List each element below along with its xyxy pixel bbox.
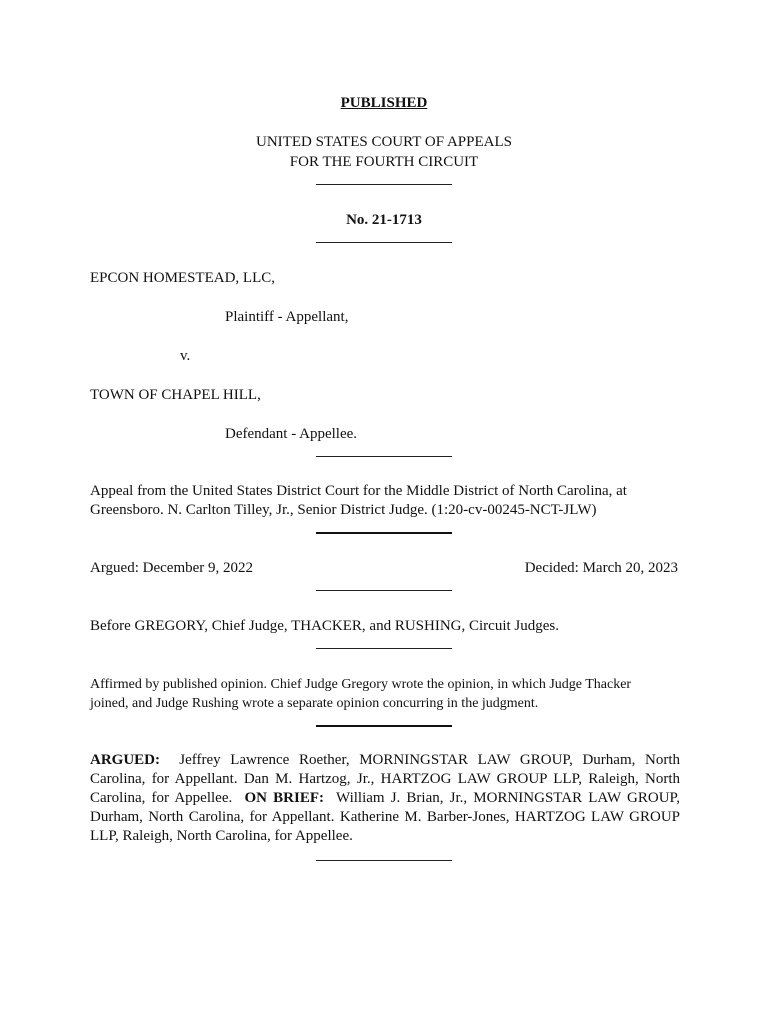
decided-date: Decided: March 20, 2023 — [524, 560, 678, 576]
defendant-name: TOWN OF CHAPEL HILL, — [90, 387, 261, 403]
divider-rule — [316, 860, 452, 861]
argued-counsel: Jeffrey Lawrence Roether, MORNINGSTAR LAW GROUP, Durham, North Carolina, for Appellant. Dan M. Hartzog, Jr., HARTZOG LAW GROUP LLP, Raleigh, North Carolina, for Appellee. — [90, 752, 680, 806]
on-brief-label: ON BRIEF: — [244, 790, 324, 806]
panel-judges: Before GREGORY, Chief Judge, THACKER, and RUSHING, Circuit Judges. — [90, 618, 560, 634]
plaintiff-name: EPCON HOMESTEAD, LLC, — [90, 270, 276, 286]
divider-rule — [316, 590, 452, 591]
divider-rule — [316, 242, 452, 243]
divider-rule — [316, 184, 452, 185]
divider-rule — [316, 648, 452, 649]
divider-rule — [316, 725, 452, 727]
counsel-paragraph — [90, 751, 680, 846]
disposition-line-2: joined, and Judge Rushing wrote a separate opinion concurring in the judgment. — [90, 696, 539, 711]
brief-counsel: William J. Brian, Jr., MORNINGSTAR LAW GROUP, Durham, North Carolina, for Appellant. Katherine M. Barber-Jones, HARTZOG LAW GROUP LLP, Raleigh, North Carolina, for Appellee. — [90, 790, 680, 844]
divider-rule — [316, 456, 452, 457]
published-heading: PUBLISHED — [340, 95, 428, 111]
versus: v. — [180, 348, 191, 364]
divider-rule — [316, 532, 452, 534]
argued-date: Argued: December 9, 2022 — [90, 560, 254, 576]
appeal-line-2: Greensboro. N. Carlton Tilley, Jr., Senior District Judge. (1:20-cv-00245-NCT-JLW) — [90, 502, 597, 518]
disposition-line-1: Affirmed by published opinion. Chief Judge Gregory wrote the opinion, in which Judge Thacker — [90, 677, 632, 692]
court-name-line-2: FOR THE FOURTH CIRCUIT — [289, 154, 479, 170]
appeal-line-1: Appeal from the United States District Court for the Middle District of North Carolina, at — [90, 483, 627, 499]
court-name-line-1: UNITED STATES COURT OF APPEALS — [256, 134, 512, 150]
plaintiff-role: Plaintiff - Appellant, — [225, 309, 349, 325]
defendant-role: Defendant - Appellee. — [225, 426, 358, 442]
argued-label: ARGUED: — [90, 752, 160, 768]
case-number: No. 21-1713 — [346, 212, 422, 228]
